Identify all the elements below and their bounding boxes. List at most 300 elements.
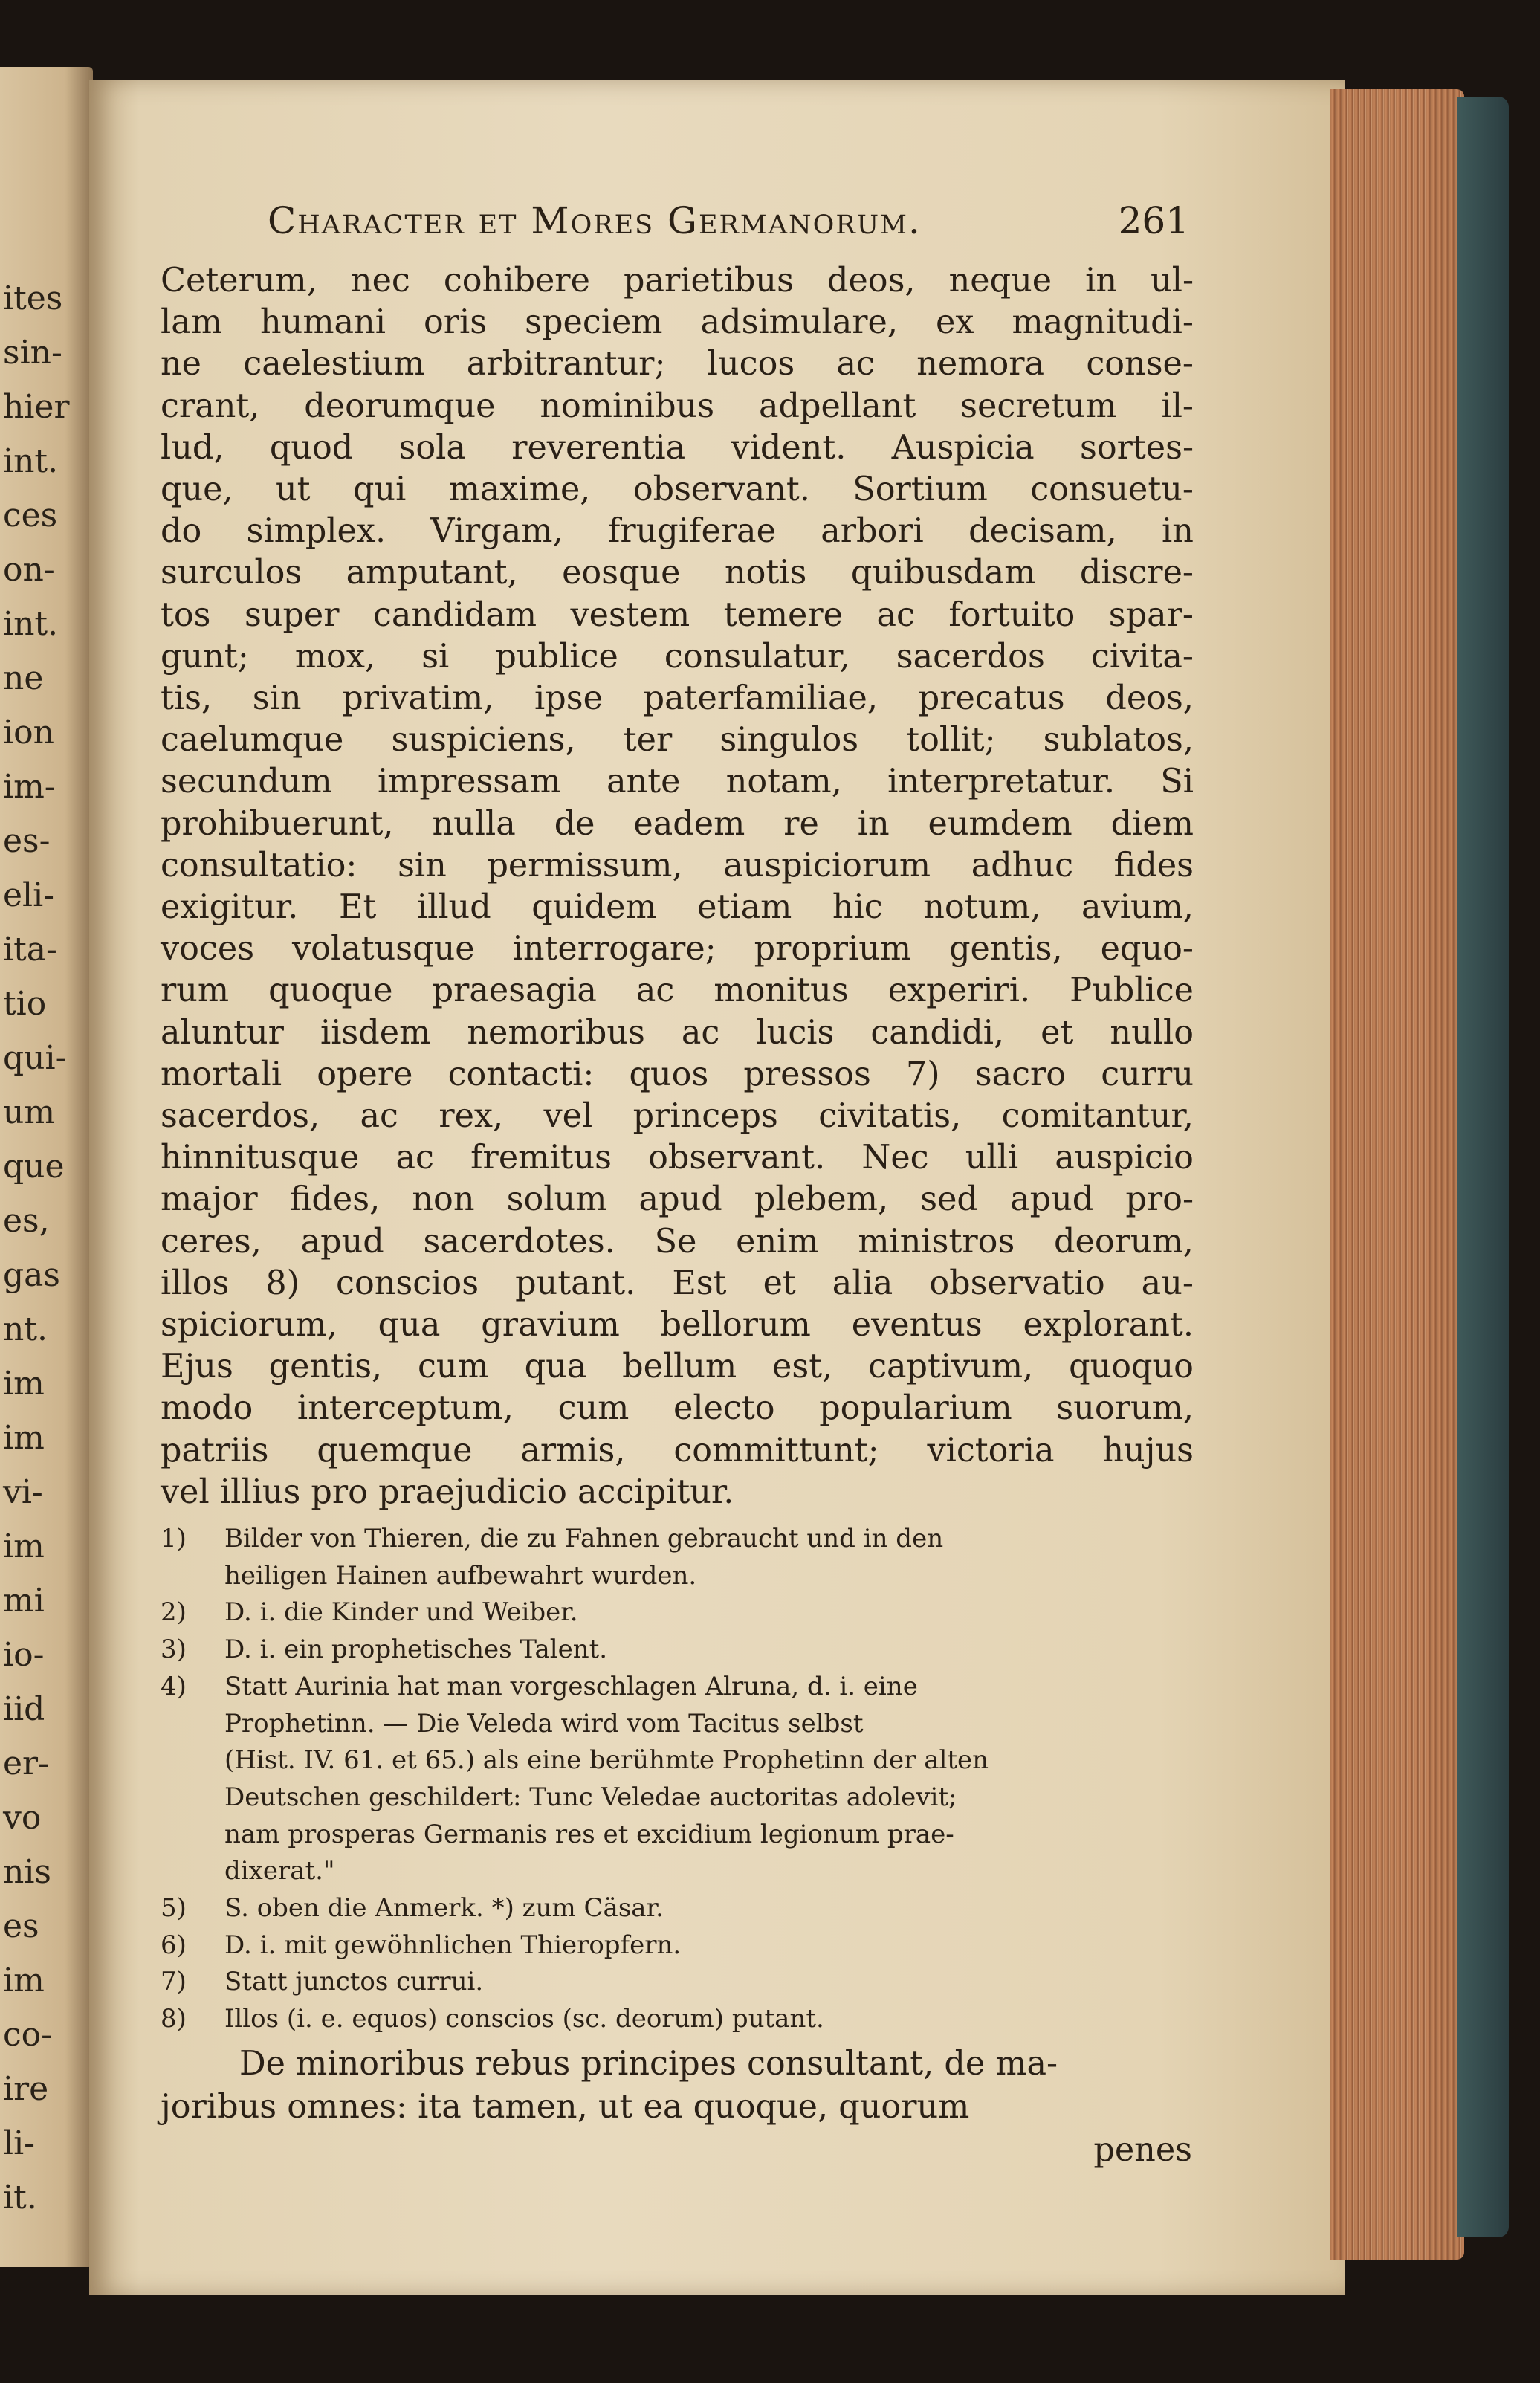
word: cum [417,1348,489,1386]
word: nemoribus [467,1013,645,1052]
word: sed [920,1180,978,1219]
word: suspiciens, [391,721,576,760]
tail-line: joribus omnes: ita tamen, ut ea quoque, quorum [161,2088,970,2126]
word: simplex. [246,512,386,551]
word: sacerdotes. [423,1222,615,1261]
facing-page-fragment: int. [3,605,59,643]
word: Se [654,1222,697,1261]
word: amputant, [346,554,518,592]
word: speciem [525,303,663,342]
facing-page-fragment: ita- [3,931,57,969]
word: sublatos, [1043,721,1194,760]
body-line [161,1221,1194,1263]
word: Si [1160,763,1194,801]
word: que, [161,471,233,509]
facing-page-fragment: qui- [3,1039,67,1077]
word: experiri. [887,971,1031,1010]
word: aluntur [161,1013,284,1052]
facing-page-fragment: im- [3,768,56,806]
catchword: penes [1093,2131,1192,2169]
word: hujus [1102,1431,1194,1469]
word: ne [161,345,201,384]
footnote-text: (Hist. IV. 61. et 65.) als eine berühmte Prophetinn der alten [224,1745,989,1776]
word: surculos [161,554,302,592]
footnote-text: Statt Aurinia hat man vorgeschlagen Alruna, d. i. eine [224,1671,918,1701]
word: in [857,804,890,843]
footnote-number: 3) [161,1635,187,1665]
word: caelestium [243,345,425,384]
facing-page-fragment: mi [3,1582,45,1620]
body-line [161,1346,1194,1388]
body-line [161,595,1194,636]
word: ac [836,345,875,384]
word: monitus [714,971,849,1010]
facing-page-fragment: im [3,1962,45,1999]
footnote-line [161,1632,1194,1669]
word: 8) [265,1264,300,1302]
facing-page-fragment: vo [3,1799,42,1837]
word: armis, [520,1431,626,1469]
word: vident. [731,428,847,467]
word: praesagia [432,971,597,1010]
word: adhuc [971,846,1074,885]
running-title: Character et Mores Germanorum. [268,199,922,242]
word: singulos [719,721,859,760]
word: parietibus [623,262,794,300]
word: sin [398,846,447,885]
footnote-line [161,1521,1194,1558]
word: maxime, [448,471,591,509]
word: etiam [697,888,792,927]
facing-page-fragment: ire [3,2070,49,2108]
word: mox, [294,637,376,676]
word: precatus [918,679,1065,718]
word: enim [736,1222,819,1261]
footnote-line [161,1779,1194,1817]
word: cum [557,1389,630,1428]
footnote-line [161,1594,1194,1632]
page-number: 261 [1118,199,1189,242]
body-line [161,1137,1194,1179]
footnote-number: 2) [161,1597,187,1628]
word: ceres, [161,1222,262,1261]
footnote-text: D. i. ein prophetisches Talent. [224,1635,608,1665]
word: proprium [754,930,912,969]
word: apud [300,1222,384,1261]
body-line [161,511,1194,552]
word: bellorum [660,1306,811,1345]
word: 7) [905,1055,940,1093]
footnote-text: Deutschen geschildert: Tunc Veledae auctoritas adolevit; [224,1782,957,1812]
footnote-text: D. i. die Kinder und Weiber. [224,1597,578,1628]
word: adsimulare, [700,303,899,342]
facing-page-fragment: ces [3,497,58,534]
facing-page-fragment: es [3,1907,39,1945]
word: explorant. [1023,1306,1194,1345]
word: ministros [858,1222,1015,1261]
body-line [161,427,1194,469]
word: civita- [1090,637,1194,676]
word: Ejus [161,1348,233,1386]
main-text-block [161,260,1194,1513]
word: in [1085,262,1118,300]
word: reverentia [511,428,686,467]
word: ipse [534,679,603,718]
word: observatio [929,1264,1105,1302]
word: comitantur, [1001,1097,1194,1136]
word: exigitur. [161,888,299,927]
word: apud [1010,1180,1094,1219]
word: temere [723,595,843,634]
word: arbori [821,512,924,551]
facing-page-fragment: io- [3,1636,45,1674]
word: decisam, [968,512,1117,551]
word: arbitrantur; [466,345,666,384]
facing-page-fragment: que [3,1148,65,1186]
word: observant. [648,1139,826,1177]
footnote-text: S. oben die Anmerk. *) zum Cäsar. [224,1893,664,1924]
body-line [161,1263,1194,1304]
facing-page-fragment: li- [3,2124,36,2162]
footnote-number: 1) [161,1524,187,1553]
word: interceptum, [297,1389,514,1428]
word: iisdem [320,1013,431,1052]
word: non [412,1180,475,1219]
facing-page-fragment: eli- [3,876,55,914]
word: qua [524,1348,587,1386]
word: deorumque [304,387,496,425]
word: ac [681,1013,720,1052]
word: secretum [960,387,1117,425]
word: civitatis, [818,1097,962,1136]
book-cover-edge [1457,97,1509,2237]
word: Auspicia [891,428,1035,467]
word: paterfamiliae, [643,679,879,718]
word: hinnitusque [161,1139,360,1177]
footnote-text: dixerat." [224,1856,335,1886]
facing-page-fragment: on- [3,551,55,589]
word: Publice [1070,971,1194,1010]
word: publice [495,637,618,676]
word: fides [1113,846,1194,885]
word: suorum, [1056,1389,1194,1428]
word: fides, [289,1180,381,1219]
word: consulatur, [664,637,850,676]
word: consuetu- [1030,471,1194,509]
word: eventus [851,1306,983,1345]
word: conse- [1086,345,1194,384]
word: neque [948,262,1052,300]
word: privatim, [342,679,494,718]
body-line [161,928,1194,970]
body-line [161,804,1194,845]
word: notam, [725,763,842,801]
body-line [161,260,1194,302]
footnote-text: Illos (i. e. equos) conscios (sc. deorum) putant. [224,2004,824,2034]
word: spar- [1108,595,1194,634]
word: auspiciorum [723,846,931,885]
word: nec [350,262,410,300]
body-line [161,636,1194,678]
word: secundum [161,763,332,801]
word: in [1162,512,1194,551]
footnote-line [161,1742,1194,1779]
footnote-text: heiligen Hainen aufbewahrt wurden. [224,1560,697,1591]
word: sortes- [1079,428,1194,467]
word: notum, [923,888,1041,927]
facing-page-fragment: im [3,1419,45,1457]
word: contacti: [447,1055,595,1093]
word: popularium [819,1389,1012,1428]
facing-page-fragment: um [3,1093,56,1131]
word: conscios [336,1264,479,1302]
body-line [161,469,1194,511]
word: ulli [965,1139,1019,1177]
facing-page-fragment: hier [3,388,70,426]
facing-page-fragment: es, [3,1202,50,1240]
body-line [161,1096,1194,1137]
body-line [161,678,1194,720]
word: Ceterum, [161,262,317,300]
word: hic [832,888,883,927]
word: electo [673,1389,775,1428]
facing-page-fragment: vi- [3,1473,43,1511]
word: eadem [633,804,745,843]
word: equo- [1100,930,1194,969]
word: il- [1161,387,1194,425]
facing-page-fragment: im [3,1365,45,1403]
body-line [161,845,1194,887]
word: putant. [515,1264,636,1302]
footnote-number: 5) [161,1893,187,1924]
word: apud [638,1180,722,1219]
word: fortuito [948,595,1075,634]
facing-page-fragment: ites [3,279,63,317]
word: Virgam, [430,512,563,551]
word: eosque [562,554,681,592]
body-line [161,1388,1194,1429]
word: gunt; [161,637,249,676]
footnote-text: D. i. mit gewöhnlichen Thieropfern. [224,1930,682,1960]
word: ac [876,595,915,634]
word: nullo [1110,1013,1194,1052]
word: et [763,1264,796,1302]
word: sacro [974,1055,1067,1093]
word: sacerdos, [161,1097,320,1136]
facing-page-fragment: sin- [3,334,62,372]
word: gentis, [268,1348,383,1386]
word: quemque [317,1431,473,1469]
word: ac [395,1139,434,1177]
word: qui [352,471,407,509]
word: impressam [377,763,561,801]
word: rex, [439,1097,504,1136]
word: re [783,804,819,843]
word: et [1041,1013,1074,1052]
body-line [161,302,1194,343]
body-line [161,1012,1194,1054]
footnote-line [161,1706,1194,1743]
facing-page-edge [0,67,93,2267]
word: candidam [372,595,537,634]
word: interpretatur. [887,763,1116,801]
facing-page-fragment: es- [3,822,51,860]
word: illos [161,1264,230,1302]
word: gentis, [949,930,1063,969]
word: frugiferae [607,512,776,551]
facing-page-fragment: iid [3,1690,45,1728]
footnote-line [161,2001,1194,2038]
word: ut [276,471,311,509]
word: patriis [161,1431,269,1469]
word: nemora [916,345,1045,384]
word: tis, [161,679,213,718]
word: Est [672,1264,727,1302]
footnote-text: Statt junctos currui. [224,1967,484,1997]
body-line [161,887,1194,928]
word: solum [506,1180,607,1219]
word: permissum, [487,846,683,885]
word: Nec [861,1139,929,1177]
running-header [268,199,1189,242]
facing-page-fragment: nt. [3,1310,48,1348]
word: do [161,512,202,551]
word: spiciorum, [161,1306,337,1345]
footnotes-block [161,1521,1194,2038]
word: adpellant [758,387,916,425]
facing-page-fragment: im [3,1527,45,1565]
word: avium, [1081,888,1194,927]
continuation-text [161,2043,1192,2172]
word: ul- [1151,262,1194,300]
footnote-line [161,1853,1194,1890]
word: ante [606,763,681,801]
word: modo [161,1389,253,1428]
word: quibusdam [850,554,1036,592]
footnote-text: nam prosperas Germanis res et excidium legionum prae- [224,1819,954,1849]
word: humani [260,303,386,342]
word: victoria [927,1431,1055,1469]
word: cohibere [443,262,590,300]
body-line [161,720,1194,761]
word: gravium [481,1306,620,1345]
word: curru [1101,1055,1194,1093]
word: crant, [161,387,260,425]
word: deorum, [1054,1222,1194,1261]
footnote-line [161,1927,1194,1965]
footnote-number: 6) [161,1930,187,1960]
word: voces [161,930,255,969]
facing-page-fragment: int. [3,442,59,480]
word: pro- [1125,1180,1194,1219]
word: deos, [826,262,916,300]
word: ac [360,1097,398,1136]
word: bellum [622,1348,737,1386]
word: quidem [531,888,657,927]
word: nominibus [540,387,715,425]
body-line [161,1054,1194,1096]
footnote-number: 7) [161,1967,187,1997]
word: lam [161,303,222,342]
word: quoque [268,971,393,1010]
word: notis [724,554,807,592]
word: pressos [743,1055,871,1093]
word: observant. [632,471,810,509]
body-line [161,552,1194,594]
word: illud [416,888,491,927]
body-line [161,1179,1194,1220]
facing-page-fragment: ne [3,659,44,697]
body-line [161,970,1194,1012]
word: super [244,595,340,634]
word: au- [1141,1264,1194,1302]
body-line [161,1430,1194,1472]
tail-line: De minoribus rebus principes consultant, de ma- [239,2045,1058,2083]
word: qua [378,1306,441,1345]
body-line: vel illius pro praejudicio accipitur. [161,1472,734,1511]
word: ex [936,303,974,342]
word: deos, [1105,679,1194,718]
word: quoquo [1069,1348,1194,1386]
word: mortali [161,1055,282,1093]
footnote-line [161,1558,1194,1595]
word: Et [338,888,377,927]
word: princeps [632,1097,778,1136]
footnote-number: 4) [161,1671,187,1701]
word: opere [317,1055,413,1093]
word: si [421,637,450,676]
word: nulla [432,804,516,843]
word: caelumque [161,721,344,760]
word: rum [161,971,230,1010]
word: committunt; [673,1431,879,1469]
word: ter [623,721,673,760]
footnote-line [161,1817,1194,1854]
facing-page-fragment: co- [3,2016,52,2054]
facing-page-fragment: ion [3,714,54,751]
word: sola [398,428,466,467]
facing-page-fragment: er- [3,1745,49,1782]
word: sin [252,679,302,718]
page-block-edges [1330,89,1464,2260]
facing-page-fragment: gas [3,1256,60,1294]
footnote-line [161,1964,1194,2001]
word: tos [161,595,211,634]
word: tollit; [906,721,996,760]
body-line [161,386,1194,427]
word: candidi, [870,1013,1005,1052]
word: lucis [756,1013,835,1052]
footnote-line [161,1890,1194,1927]
word: quod [269,428,354,467]
footnote-text: Bilder von Thieren, die zu Fahnen gebraucht und in den [224,1524,944,1553]
word: lud, [161,428,224,467]
word: major [161,1180,258,1219]
body-line [161,761,1194,803]
word: quos [629,1055,709,1093]
word: est, [772,1348,833,1386]
facing-page-fragment: tio [3,985,47,1023]
word: eumdem [928,804,1072,843]
footnote-text: Prophetinn. — Die Veleda wird vom Tacitus selbst [224,1708,864,1739]
facing-page-fragment: it. [3,2179,37,2217]
body-line [161,343,1194,385]
word: oris [423,303,488,342]
word: vestem [570,595,690,634]
word: magnitudi- [1012,303,1194,342]
word: auspicio [1055,1139,1194,1177]
body-line [161,1304,1194,1346]
